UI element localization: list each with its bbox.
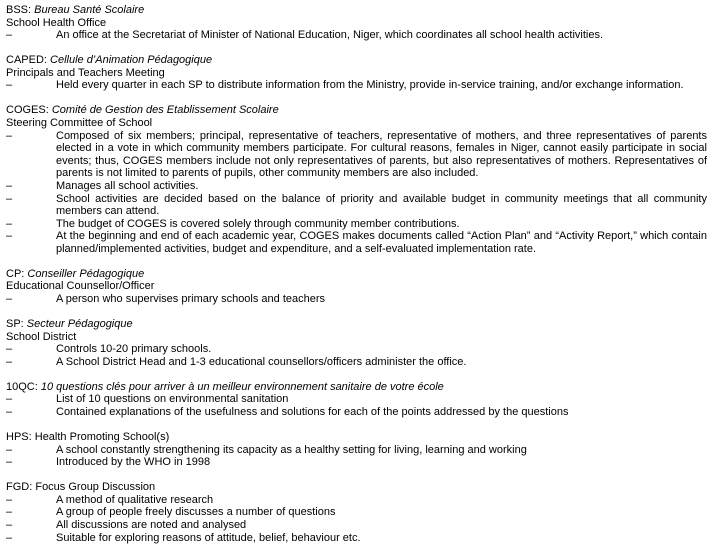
abbreviation: 10QC: (6, 380, 38, 393)
abbreviation: COGES: (6, 104, 49, 117)
bullet-text: Suitable for exploring reasons of attitude, belief, behaviour etc. (56, 531, 361, 544)
abbreviation: SP: (6, 318, 24, 331)
bullet-item (6, 79, 707, 92)
entry-heading (6, 318, 707, 331)
dash-bullet: – (6, 79, 13, 92)
bullet-text: School activities are decided based on the balance of priority and available budget in community meetings that all community members can attend. (56, 192, 707, 218)
bullet-text: List of 10 questions on environmental sanitation (56, 393, 289, 406)
glossary-entry (6, 54, 707, 92)
entry-translation: School Health Office (6, 16, 107, 29)
dash-bullet: – (6, 456, 13, 469)
bullet-item (6, 343, 707, 356)
bullet-text: A school constantly strengthening its capacity as a healthy setting for living, learning and working (56, 443, 527, 456)
bullet-text: A group of people freely discusses a number of questions (56, 506, 336, 519)
bullet-item (6, 218, 707, 231)
bullet-item (6, 193, 707, 218)
bullet-text: Held every quarter in each SP to distribute information from the Ministry, provide in-service training, and/or exchange information. (56, 79, 684, 92)
bullet-text: The budget of COGES is covered solely through community member contributions. (56, 217, 460, 230)
entry-heading (6, 481, 707, 494)
dash-bullet: – (6, 506, 13, 519)
bullet-item (6, 29, 707, 42)
glossary-entry (6, 4, 707, 42)
dash-bullet: – (6, 493, 13, 506)
bullet-text: Introduced by the WHO in 1998 (56, 456, 211, 469)
abbreviation: FGD: (6, 481, 33, 494)
dash-bullet: – (6, 230, 13, 243)
glossary-entry (6, 431, 707, 469)
dash-bullet: – (6, 518, 13, 531)
abbreviation-expansion: Comité de Gestion des Etablissement Scolaire (51, 104, 279, 117)
bullet-item (6, 456, 707, 469)
bullet-item (6, 393, 707, 406)
dash-bullet: – (6, 129, 13, 142)
bullet-text: Contained explanations of the usefulness and solutions for each of the points addressed by the questions (56, 405, 569, 418)
dash-bullet: – (6, 217, 13, 230)
abbreviation: HPS: (6, 430, 32, 443)
abbreviation-expansion: Bureau Santé Scolaire (34, 4, 145, 16)
bullet-text: A School District Head and 1-3 educational counsellors/officers administer the office. (56, 355, 467, 368)
abbreviation-expansion: Health Promoting School(s) (34, 430, 170, 443)
glossary-entry (6, 481, 707, 544)
entry-heading (6, 104, 707, 117)
dash-bullet: – (6, 531, 13, 544)
entry-heading (6, 4, 707, 17)
abbreviation-expansion: Secteur Pédagogique (26, 318, 133, 331)
bullet-text: At the beginning and end of each academic year, COGES makes documents called “Action Plan” and “Activity Report,” which contain planned/implemented activities, budget and expenditure, and a self-evaluated implementation rate. (56, 230, 707, 255)
bullet-item (6, 494, 707, 507)
bullet-item (6, 532, 707, 545)
entry-heading (6, 431, 707, 444)
dash-bullet: – (6, 343, 13, 356)
abbreviation-expansion: Focus Group Discussion (35, 481, 156, 494)
bullet-text: Manages all school activities. (56, 179, 199, 192)
bullet-text: An office at the Secretariat of Minister of National Education, Niger, which coordinates all school health activities. (56, 29, 604, 42)
bullet-item (6, 356, 707, 369)
glossary-entry (6, 381, 707, 419)
entry-translation: Principals and Teachers Meeting (6, 66, 165, 79)
bullet-text: Composed of six members; principal, representative of teachers, representative of mothers, and three representatives of parents elected in a vote in which community members participate. For cultural reasons, females in Niger, cannot easily participate in social events; thus, COGES members include not only representatives of parents, but also representatives of mothers. Representatives of parents is not limited to parents of pupils, other community members are also included. (56, 129, 707, 180)
glossary-entry (6, 268, 707, 306)
bullet-item (6, 230, 707, 255)
abbreviation-expansion: Conseiller Pédagogique (27, 267, 145, 280)
glossary-entry (6, 104, 707, 255)
entry-heading (6, 381, 707, 394)
abbreviation: BSS: (6, 4, 32, 16)
entry-heading (6, 268, 707, 281)
bullet-text: All discussions are noted and analysed (56, 518, 247, 531)
bullet-item (6, 293, 707, 306)
bullet-item (6, 444, 707, 457)
abbreviation: CAPED: (6, 54, 47, 67)
bullet-item (6, 506, 707, 519)
dash-bullet: – (6, 29, 13, 42)
dash-bullet: – (6, 355, 13, 368)
abbreviation-expansion: Cellule d’Animation Pédagogique (50, 54, 213, 67)
bullet-item (6, 519, 707, 532)
dash-bullet: – (6, 179, 13, 192)
bullet-item (6, 406, 707, 419)
dash-bullet: – (6, 393, 13, 406)
bullet-text: Controls 10-20 primary schools. (56, 343, 212, 356)
dash-bullet: – (6, 293, 13, 306)
entry-translation: Steering Committee of School (6, 116, 153, 129)
dash-bullet: – (6, 405, 13, 418)
bullet-text: A method of qualitative research (56, 493, 214, 506)
entry-translation: School District (6, 330, 77, 343)
glossary-entry (6, 318, 707, 368)
bullet-text: A person who supervises primary schools and teachers (56, 293, 326, 306)
bullet-item (6, 130, 707, 180)
dash-bullet: – (6, 192, 13, 205)
abbreviation: CP: (6, 267, 25, 280)
entry-heading (6, 54, 707, 67)
bullet-item (6, 180, 707, 193)
abbreviation-expansion: 10 questions clés pour arriver à un meilleur environnement sanitaire de votre école (40, 380, 444, 393)
entry-translation: Educational Counsellor/Officer (6, 280, 155, 293)
dash-bullet: – (6, 443, 13, 456)
